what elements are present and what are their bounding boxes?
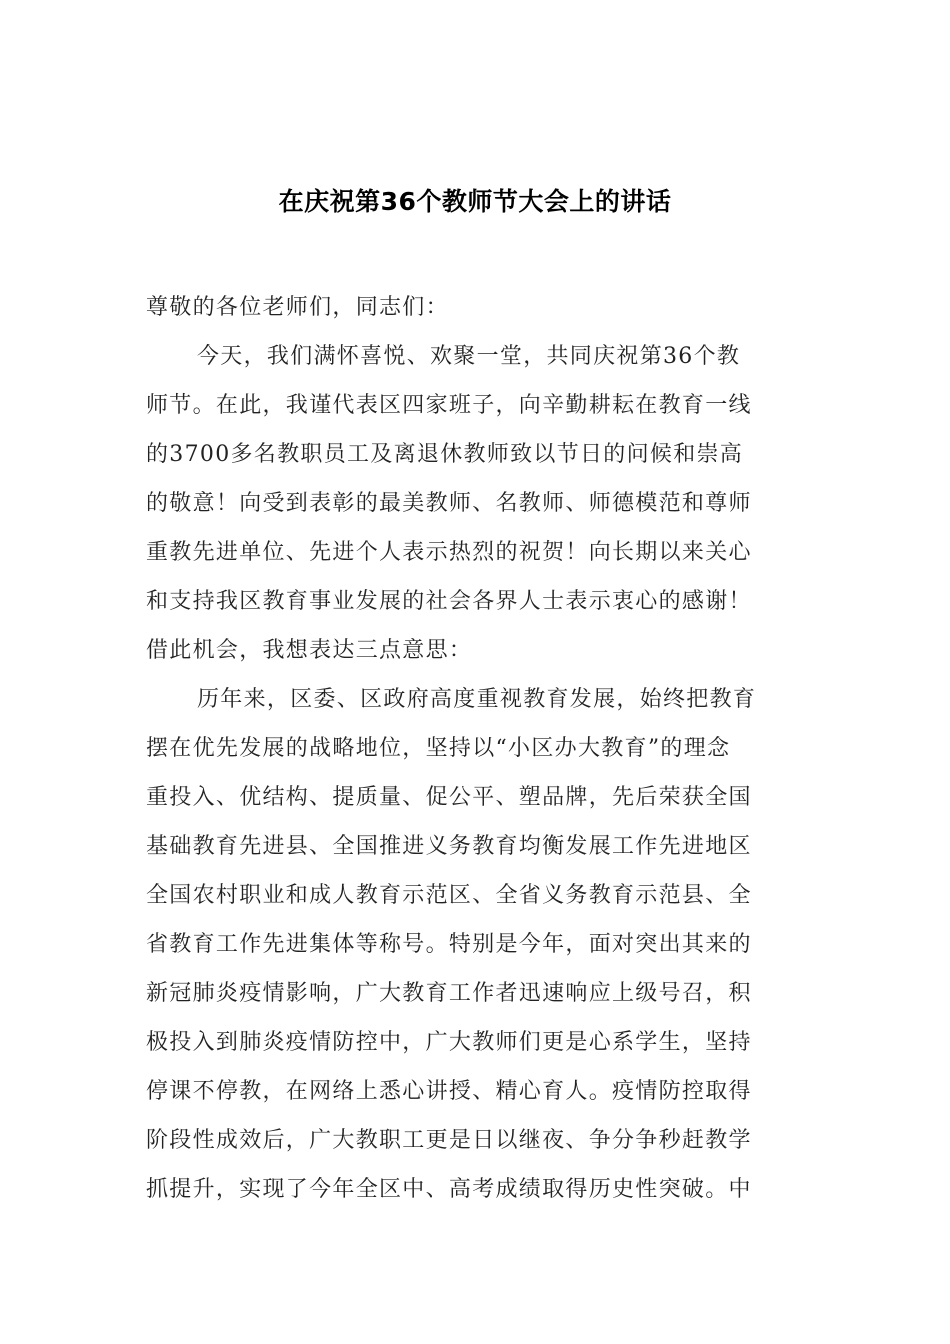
paragraph-line: 今天，我们满怀喜悦、欢聚一堂，共同庆祝第36个教 xyxy=(197,344,741,369)
paragraph-line: 摆在优先发展的战略地位，坚持以“小区办大教育”的理念 xyxy=(146,736,731,761)
paragraph-line: 抓提升，实现了今年全区中、高考成绩取得历史性突破。中 xyxy=(146,1177,752,1202)
paragraph-line: 历年来，区委、区政府高度重视教育发展，始终把教育 xyxy=(197,687,757,712)
paragraph-line: 基础教育先进县、全国推进义务教育均衡发展工作先进地区 xyxy=(146,834,752,859)
paragraph-line: 重教先进单位、先进个人表示热烈的祝贺！向长期以来关心 xyxy=(146,540,752,565)
paragraph-line: 极投入到肺炎疫情防控中，广大教师们更是心系学生，坚持 xyxy=(146,1030,752,1055)
paragraph-line: 师节。在此，我谨代表区四家班子，向辛勤耕耘在教育一线 xyxy=(146,393,752,418)
document-body xyxy=(146,283,806,1214)
paragraph-line: 全国农村职业和成人教育示范区、全省义务教育示范县、全 xyxy=(146,883,752,908)
paragraph-line: 重投入、优结构、提质量、促公平、塑品牌，先后荣获全国 xyxy=(146,785,752,810)
paragraph-line: 省教育工作先进集体等称号。特别是今年，面对突出其来的 xyxy=(146,932,752,957)
paragraph-line: 新冠肺炎疫情影响，广大教育工作者迅速响应上级号召，积 xyxy=(146,981,752,1006)
paragraph-line: 的敬意！向受到表彰的最美教师、名教师、师德模范和尊师 xyxy=(146,491,752,516)
paragraph-line: 停课不停教，在网络上悉心讲授、精心育人。疫情防控取得 xyxy=(146,1079,752,1104)
document-title: 在庆祝第36个教师节大会上的讲话 xyxy=(278,187,672,216)
paragraph-line: 借此机会，我想表达三点意思： xyxy=(146,638,473,663)
paragraph-line: 的3700多名教职员工及离退休教师致以节日的问候和崇高 xyxy=(146,442,744,467)
paragraph-line: 阶段性成效后，广大教职工更是日以继夜、争分争秒赶教学 xyxy=(146,1128,752,1153)
paragraph-line: 和支持我区教育事业发展的社会各界人士表示衷心的感谢！ xyxy=(146,589,752,614)
salutation-line: 尊敬的各位老师们，同志们： xyxy=(146,295,449,320)
